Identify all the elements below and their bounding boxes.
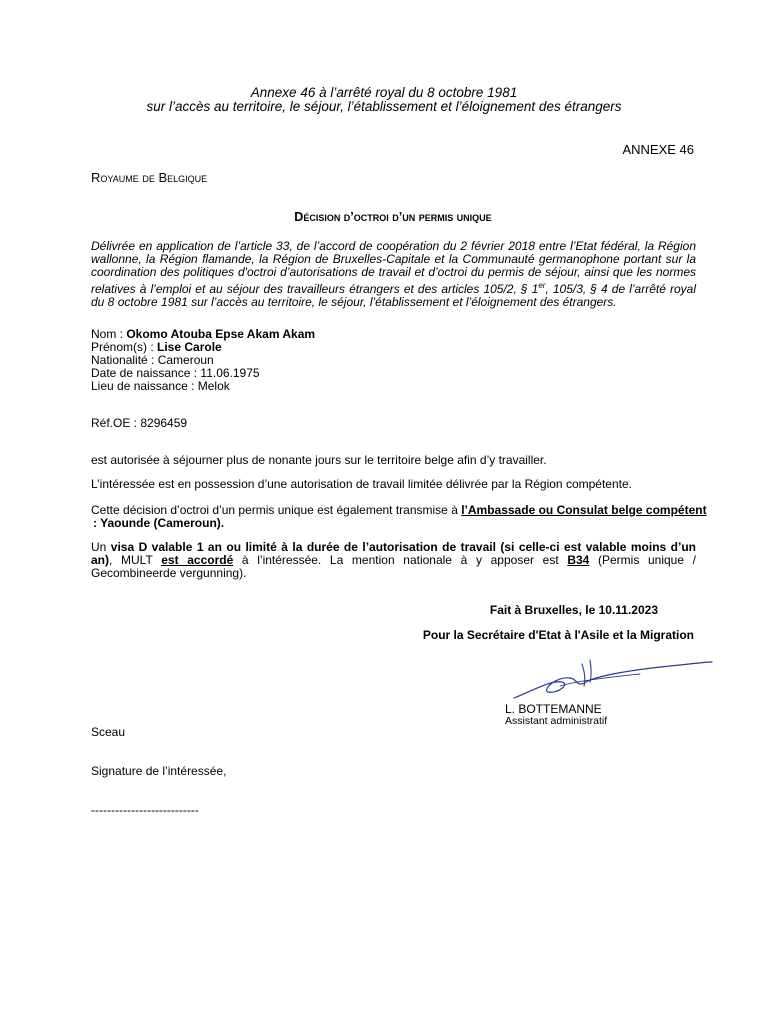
intro-text-2: , 105/3, § 4 de l’arrêté royal du 8 octobre 1981 sur l’accès au territoire, le séjour, l’établissement et l’éloignement des étrangers. xyxy=(91,282,696,309)
signature-dash-line: --------------------------- xyxy=(91,803,199,817)
header-line-2: sur l’accès au territoire, le séjour, l’établissement et l’éloignement des étrangers xyxy=(146,99,622,114)
person-details xyxy=(91,328,315,393)
signer-name: L. BOTTEMANNE xyxy=(505,702,602,716)
lieu-row xyxy=(91,380,315,393)
ref-row xyxy=(91,417,187,430)
embassy-label: l’Ambassade ou Consulat belge compétent xyxy=(461,503,707,517)
paragraph-visa xyxy=(91,541,696,580)
prenom-value: Lise Carole xyxy=(157,340,222,354)
intro-superscript: er xyxy=(538,281,546,290)
intro-text-1: Délivrée en application de l’article 33, de l’accord de coopération du 2 février 2018 entre l’Etat fédéral, la Région wallonne, la Région flamande, la Région de Bruxelles-Capitale et la Communauté germanophone portant sur la coordination des politiques d'octroi d’autorisations de travail et d’octroi du permis de séjour, ainsi que les normes relatives à l’emploi et au séjour des travailleurs étrangers et des articles 105/2, § 1 xyxy=(91,239,696,296)
paragraph-transmission xyxy=(91,503,707,530)
paragraph-work-permit: L’intéressée est en possession d’une autorisation de travail limitée délivrée par la Région compétente. xyxy=(91,477,632,491)
lieu-label: Lieu de naissance : xyxy=(91,379,198,393)
naissance-value: 11.06.1975 xyxy=(200,366,260,380)
visa-granted: est accordé xyxy=(161,553,234,567)
document-title: Décision d’octroi d’un permis unique xyxy=(294,210,492,224)
nom-label: Nom : xyxy=(91,327,127,341)
kingdom-label: Royaume de Belgique xyxy=(91,170,208,185)
for-secretary: Pour la Secrétaire d'Etat à l'Asile et la Migration xyxy=(422,628,694,642)
ref-label: Réf.OE : xyxy=(91,416,141,430)
nationalite-label: Nationalité : xyxy=(91,353,158,367)
lieu-value: Melok xyxy=(197,379,230,393)
nom-value: Okomo Atouba Epse Akam Akam xyxy=(126,327,316,341)
visa-type: visa D valable 1 an ou limité à la durée de l’autorisation de travail (si celle-ci est valable moins d’un an) xyxy=(91,540,696,567)
signer-role: Assistant administratif xyxy=(505,715,608,727)
visa-text-a: Un xyxy=(91,540,111,554)
visa-code: B34 xyxy=(567,553,590,567)
visa-text-f: à l’intéressée. La mention nationale à y apposer est xyxy=(233,553,568,567)
visa-text-d: MULT xyxy=(121,553,162,567)
visa-text-h: (Permis unique / Gecombineerde vergunning). xyxy=(91,553,696,580)
sceau-label: Sceau xyxy=(91,725,126,739)
paragraph-authorization: est autorisée à séjourner plus de nonante jours sur le territoire belge afin d’y travailler. xyxy=(91,453,547,467)
visa-text-c: , xyxy=(109,553,113,567)
annex-label: ANNEXE 46 xyxy=(622,142,694,157)
ref-value: 8296459 xyxy=(140,416,188,430)
header-line-1: Annexe 46 à l’arrêté royal du 8 octobre 1981 xyxy=(250,85,518,100)
signature-label: Signature de l’intéressée, xyxy=(91,764,227,778)
naissance-label: Date de naissance : xyxy=(91,366,201,380)
intro-paragraph xyxy=(91,240,696,309)
place-date: Fait à Bruxelles, le 10.11.2023 xyxy=(489,603,658,617)
transmission-line-2: : Yaounde (Cameroun). xyxy=(93,516,225,530)
prenom-label: Prénom(s) : xyxy=(91,340,158,354)
transmission-text: Cette décision d’octroi d’un permis unique est également transmise à xyxy=(91,503,462,517)
nationalite-value: Cameroun xyxy=(157,353,214,367)
